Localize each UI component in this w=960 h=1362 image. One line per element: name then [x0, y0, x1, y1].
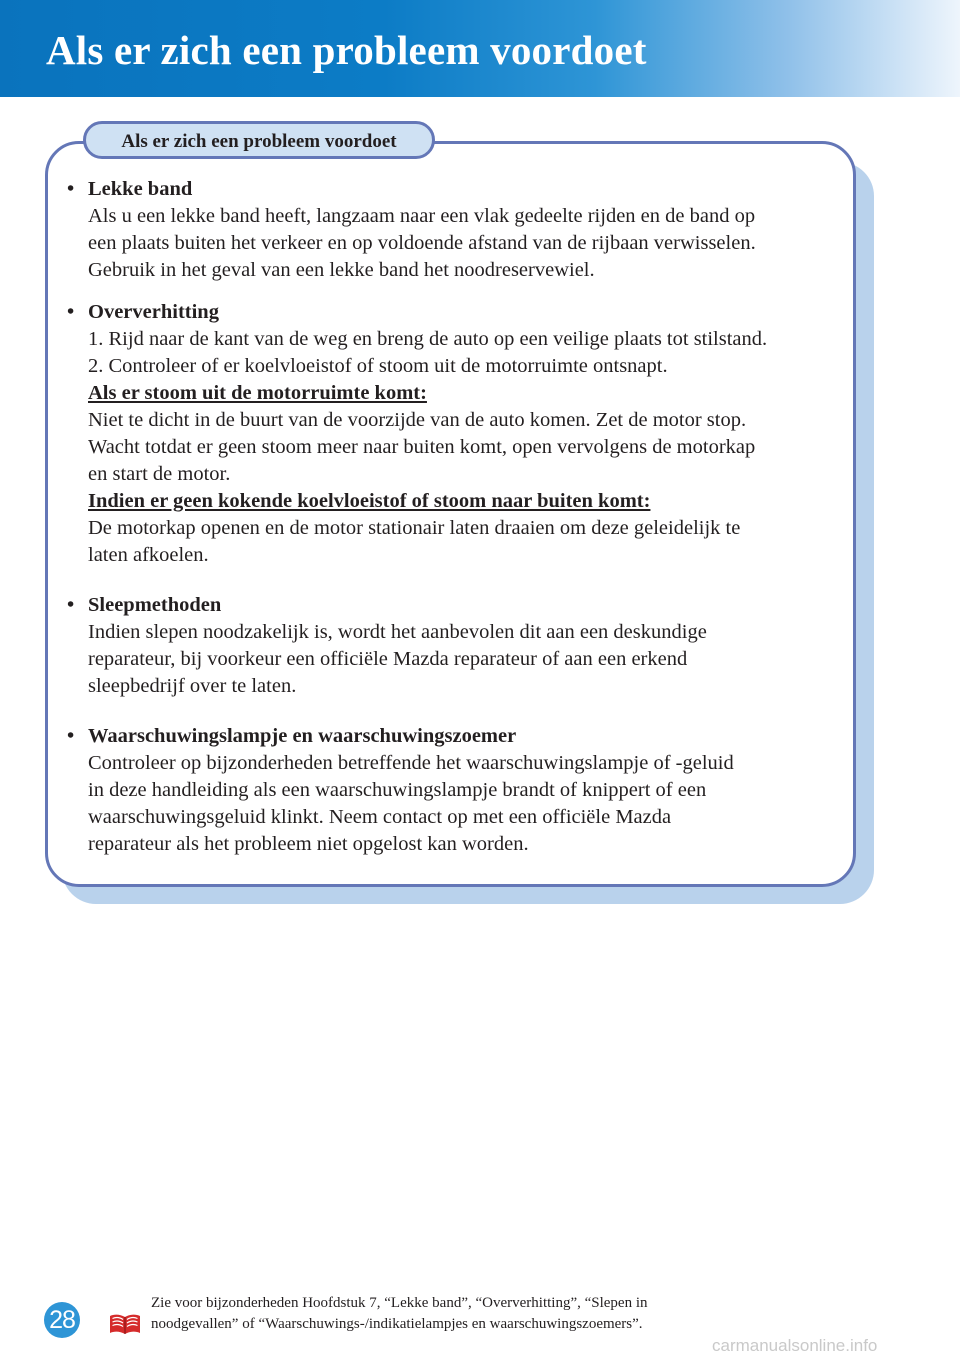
- section-line: in deze handleiding als een waarschuwingslampje brandt of knippert of een: [88, 779, 707, 801]
- section-waarschuwingslampje: [66, 723, 856, 858]
- bullet: •: [67, 178, 75, 200]
- page-header: [0, 0, 960, 97]
- section-line: Wacht totdat er geen stoom meer naar buiten komt, open vervolgens de motorkap: [88, 436, 756, 458]
- case-heading-no-steam: Indien er geen kokende koelvloeistof of stoom naar buiten komt:: [88, 490, 651, 512]
- footnote-line: Zie voor bijzonderheden Hoofdstuk 7, “Lekke band”, “Oververhitting”, “Slepen in: [151, 1295, 648, 1311]
- watermark: carmanualsonline.info: [712, 1336, 878, 1355]
- section-line: Controleer op bijzonderheden betreffende het waarschuwingslampje of -geluid: [88, 752, 734, 774]
- footnote-line: noodgevallen” of “Waarschuwings-/indikatielampjes en waarschuwingszoemers”.: [151, 1316, 643, 1332]
- footnote: [151, 1293, 791, 1335]
- section-line: waarschuwingsgeluid klinkt. Neem contact op met een officiële Mazda: [88, 806, 672, 828]
- bullet: •: [67, 301, 75, 323]
- bullet: •: [67, 725, 75, 747]
- section-heading: Lekke band: [88, 178, 193, 200]
- section-line: De motorkap openen en de motor stationair laten draaien om deze geleidelijk te: [88, 517, 741, 539]
- section-oververhitting: [66, 299, 856, 569]
- panel-tab-label: Als er zich een probleem voordoet: [121, 131, 397, 152]
- section-line: Niet te dicht in de buurt van de voorzijde van de auto komen. Zet de motor stop.: [88, 409, 747, 431]
- section-line: sleepbedrijf over te laten.: [88, 675, 297, 697]
- section-lekke-band: [66, 176, 856, 284]
- section-sleepmethoden: [66, 592, 856, 700]
- page-number: 28: [44, 1302, 80, 1338]
- section-heading: Waarschuwingslampje en waarschuwingszoemer: [88, 725, 517, 747]
- section-heading: Sleepmethoden: [88, 594, 222, 616]
- section-line: een plaats buiten het verkeer en op voldoende afstand van de rijbaan verwisselen.: [88, 232, 756, 254]
- page-title: Als er zich een probleem voordoet: [46, 27, 647, 73]
- section-line: Als u een lekke band heeft, langzaam naar een vlak gedeelte rijden en de band op: [88, 205, 756, 227]
- section-heading: Oververhitting: [88, 301, 219, 323]
- step-line: 1. Rijd naar de kant van de weg en breng de auto op een veilige plaats tot stilstand.: [88, 328, 768, 350]
- section-line: Indien slepen noodzakelijk is, wordt het aanbevolen dit aan een deskundige: [88, 621, 707, 643]
- section-line: laten afkoelen.: [88, 544, 209, 566]
- case-heading-steam: Als er stoom uit de motorruimte komt:: [88, 382, 427, 404]
- section-line: reparateur, bij voorkeur een officiële Mazda reparateur of aan een erkend: [88, 648, 688, 670]
- section-line: Gebruik in het geval van een lekke band het noodreservewiel.: [88, 259, 595, 281]
- step-line: 2. Controleer of er koelvloeistof of stoom uit de motorruimte ontsnapt.: [88, 355, 668, 377]
- section-line: en start de motor.: [88, 463, 231, 485]
- section-line: reparateur als het probleem niet opgelost kan worden.: [88, 833, 529, 855]
- open-book-icon: [108, 1312, 142, 1336]
- panel-content: [66, 176, 856, 858]
- bullet: •: [67, 594, 75, 616]
- panel-tab: [83, 121, 435, 159]
